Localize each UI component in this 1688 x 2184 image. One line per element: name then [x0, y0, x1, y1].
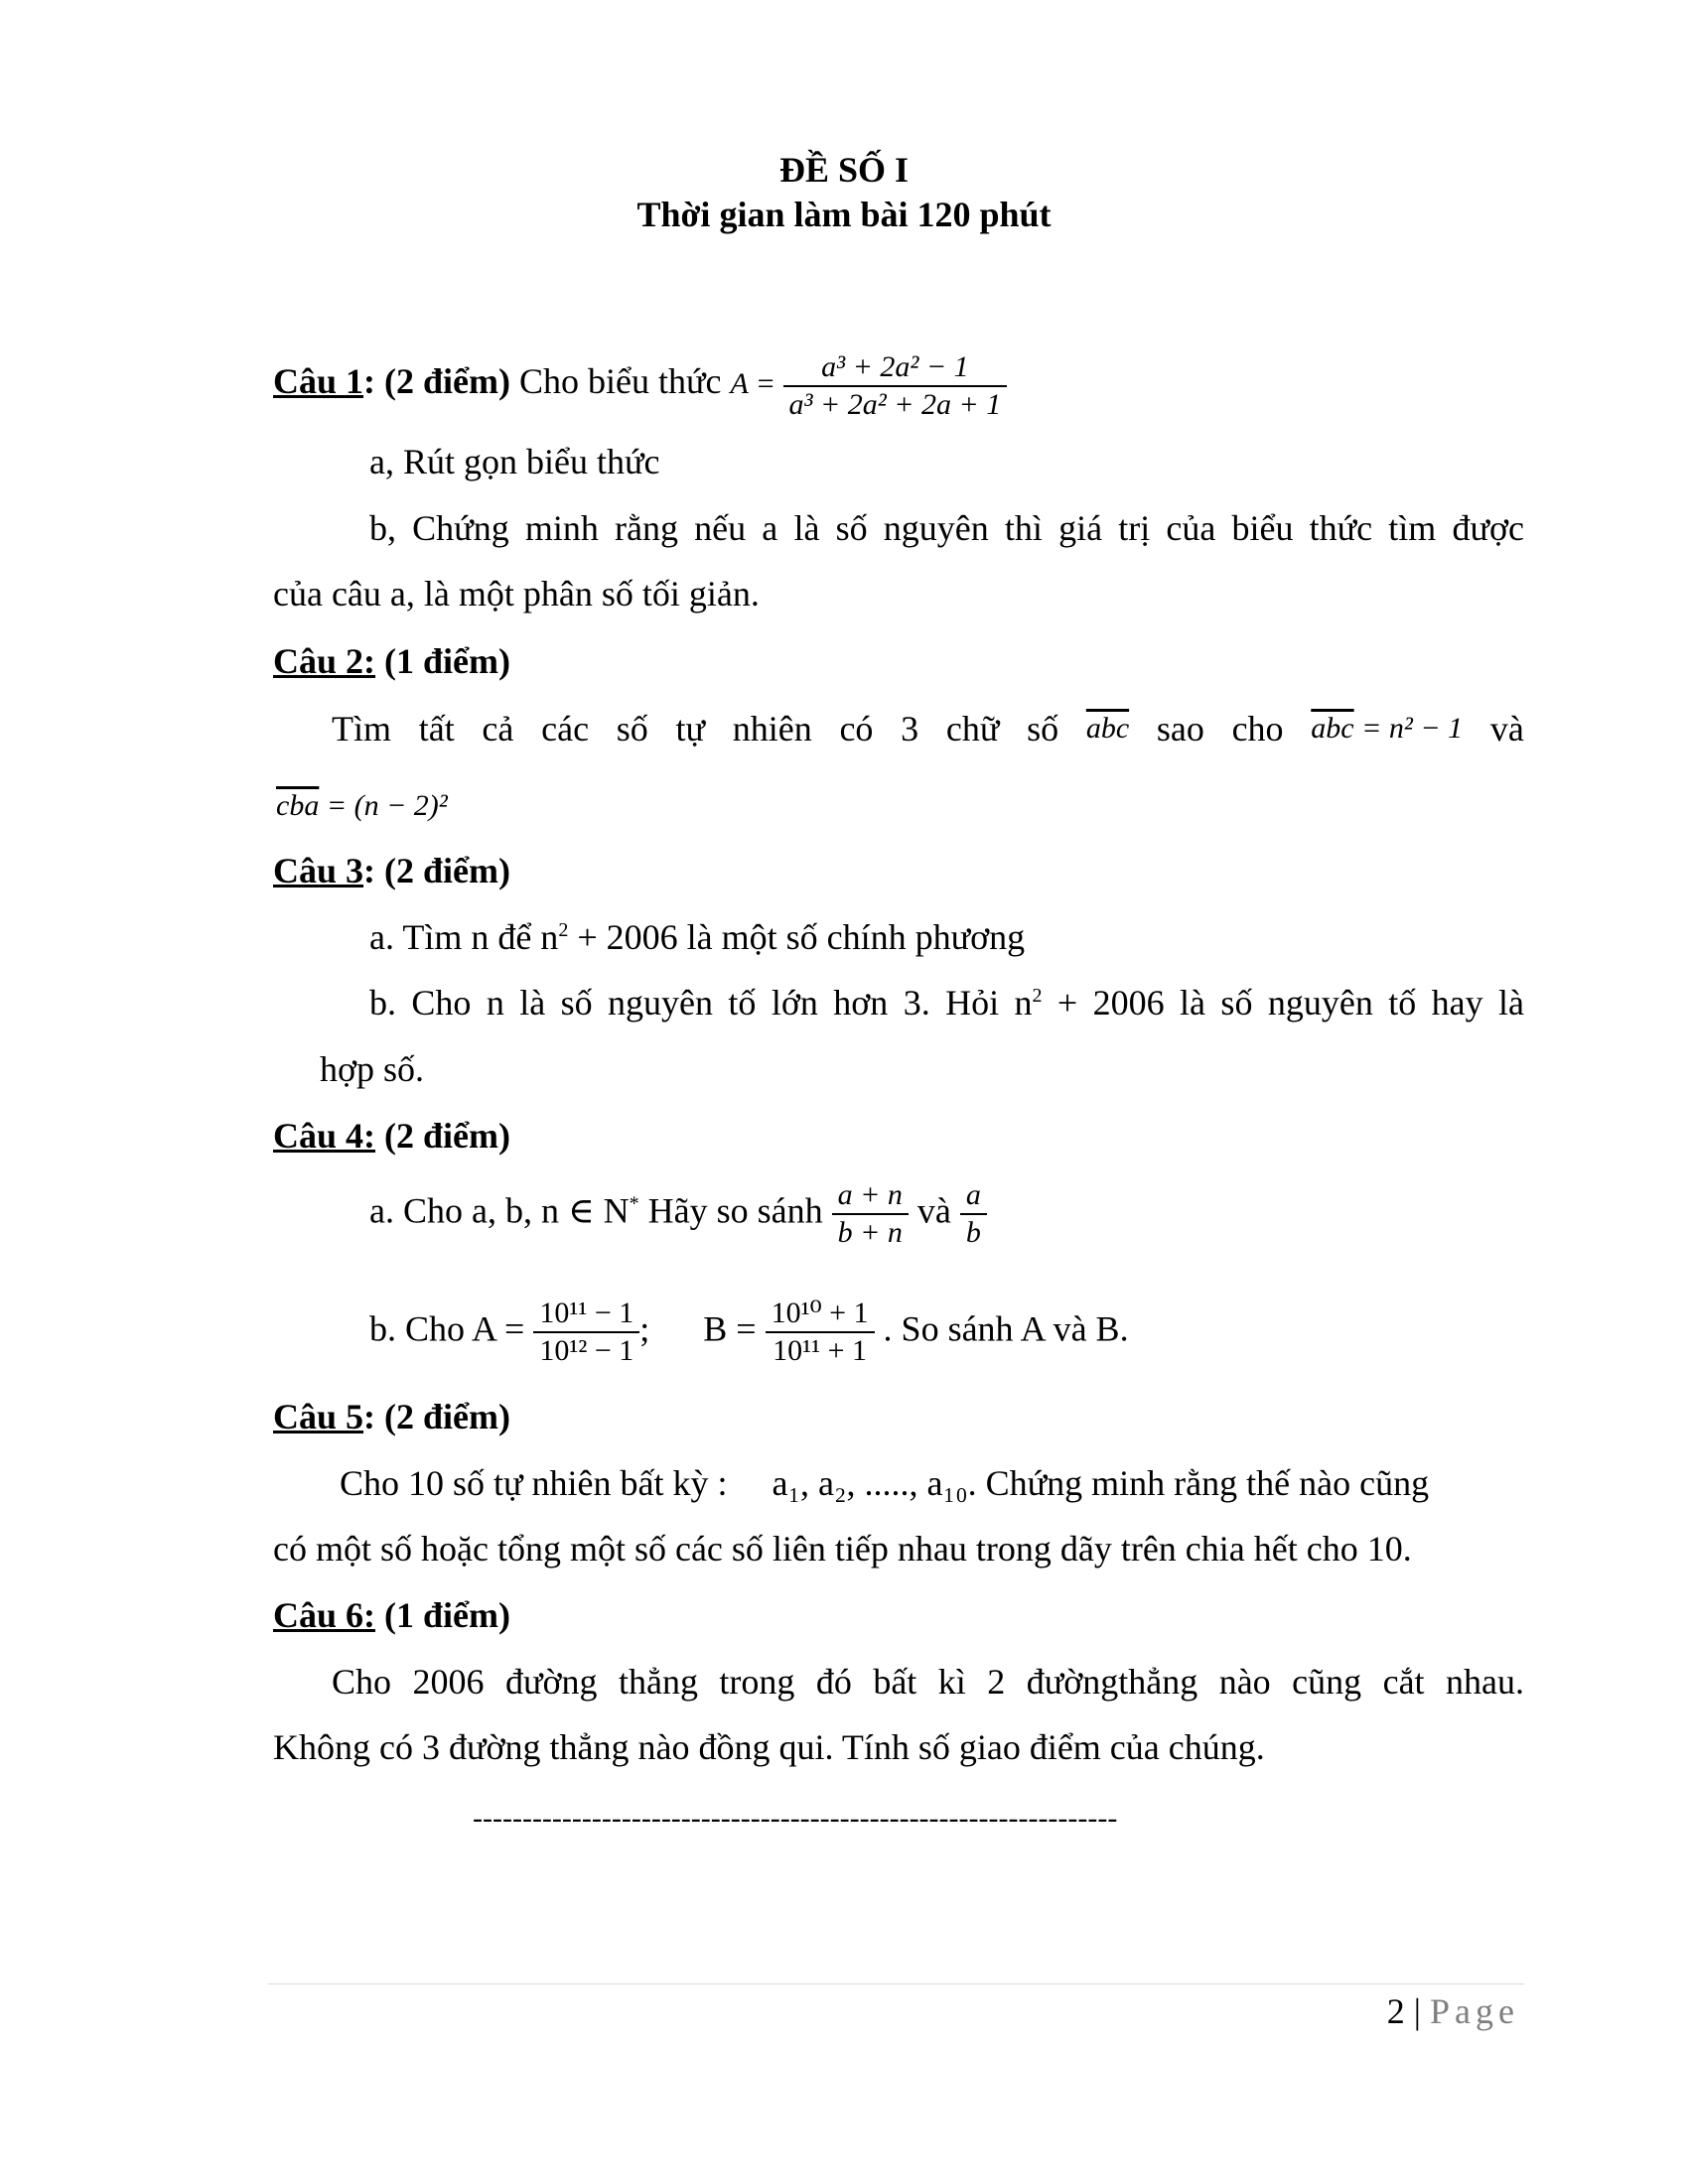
question-1-part-b-line2: của câu a, là một phân số tối giản. [273, 574, 760, 614]
formula-numerator: a³ + 2a² − 1 [783, 349, 1008, 387]
q3b-sup: 2 [1032, 985, 1043, 1007]
question-1-intro: Cho biểu thức [510, 360, 731, 401]
frac1-num: a + n [832, 1177, 909, 1215]
formula-denominator: a³ + 2a² + 2a + 1 [788, 388, 1002, 421]
question-3-heading [273, 849, 510, 892]
question-5-label: Câu 5 [273, 1397, 364, 1436]
q2-word: cả [482, 709, 514, 749]
question-4-label: Câu 4: [273, 1116, 376, 1156]
number-cba: $\overline{cba}$ [276, 789, 320, 822]
q4a-pre: a. Cho a, b, n ∈ N [369, 1190, 630, 1231]
q3a-pre: a. Tìm n để n [369, 917, 559, 957]
q2-word: chữ [945, 709, 1000, 749]
q2-word: có [839, 709, 874, 749]
q4a-sup: * [629, 1192, 639, 1215]
q2-word: $\overline{abc}$ [1085, 712, 1130, 745]
q2-word: cho [1231, 709, 1284, 749]
question-5-line1: Cho 10 số tự nhiên bất kỳ : a₁, a₂, ....., a₁₀. Chứng minh rằng thế nào cũng [340, 1463, 1430, 1503]
page-word: Page [1430, 1991, 1519, 2031]
q2-word: nhiên [732, 709, 812, 749]
question-1-label-group [273, 361, 510, 401]
fracA-num: 10¹¹ − 1 [533, 1296, 639, 1333]
question-3-part-a [369, 915, 1025, 959]
frac1-den: b + n [837, 1216, 903, 1249]
question-1-part-b-line1: b, Chứng minh rằng nếu a là số nguyên thì giá trị của biểu thức tìm được [369, 508, 1524, 548]
question-5-line2: có một số hoặc tổng một số các số liên tiếp nhau trong dãy trên chia hết cho 10. [273, 1529, 1412, 1569]
question-6-line2: Không có 3 đường thẳng nào đồng qui. Tính số giao điểm của chúng. [273, 1727, 1265, 1767]
frac2-num: a [960, 1177, 987, 1215]
q2-word: số [616, 709, 648, 749]
q4b-pre: b. Cho A = [369, 1308, 534, 1349]
question-6-line1: Cho 2006 đường thẳng trong đó bất kì 2 đườngthẳng nào cũng cắt nhau. [332, 1662, 1524, 1702]
question-1-part-a: a, Rút gọn biểu thức [369, 442, 660, 481]
question-2-line1 [332, 707, 1524, 751]
footer-divider: | [1404, 1991, 1431, 2031]
fraction-a-over-b [960, 1177, 987, 1251]
q2-word: tất [418, 709, 455, 749]
q2-word: sao [1156, 709, 1204, 749]
q2-word: 3 [901, 709, 919, 749]
question-5-heading [273, 1395, 510, 1438]
page-footer [1387, 1990, 1519, 2032]
q2-word: tự [675, 709, 706, 749]
q2-word: các [541, 709, 590, 749]
question-2-heading [273, 639, 510, 683]
question-2-points: (1 điểm) [375, 641, 510, 681]
question-6-points: (1 điểm) [375, 1595, 510, 1635]
question-1-formula [730, 350, 1007, 421]
question-4-points: (2 điểm) [375, 1116, 510, 1156]
question-6-label: Câu 6: [273, 1595, 376, 1635]
formula-lhs: A = [730, 366, 776, 400]
q2-word: Tìm [332, 709, 391, 749]
question-4-part-a [369, 1177, 987, 1251]
frac2-den: b [965, 1216, 981, 1249]
question-1-label: Câu 1 [273, 360, 364, 401]
question-2-equation: = (n − 2)² [319, 789, 448, 822]
exam-title: ĐỀ SỐ I [778, 150, 910, 190]
q3a-post: + 2006 là một số chính phương [568, 917, 1026, 957]
q2-word: số [1027, 709, 1059, 749]
question-6-heading [273, 1593, 510, 1637]
q3a-sup: 2 [558, 919, 569, 941]
q2-word: và [1489, 709, 1524, 749]
question-4-heading [273, 1114, 510, 1158]
question-1-points: : (2 điểm) [363, 360, 510, 401]
q3b-post: + 2006 là số nguyên tố hay là [1042, 983, 1525, 1023]
q3b-pre: b. Cho n là số nguyên tố lớn hơn 3. Hỏi n [369, 983, 1033, 1023]
q4a-mid: Hãy so sánh [638, 1190, 832, 1231]
exam-duration: Thời gian làm bài 120 phút [636, 195, 1052, 234]
q4a-and: và [908, 1190, 960, 1231]
question-3-points: : (2 điểm) [363, 851, 510, 890]
question-3-part-b-line2: hợp số. [320, 1049, 425, 1089]
footer-divider-line [268, 1983, 1524, 1984]
q4b-post: . So sánh A và B. [874, 1308, 1129, 1349]
q2-word: $\overline{abc} = n^2 - 1$ [1311, 712, 1464, 745]
page-number: 2 [1386, 1991, 1405, 2031]
question-4-part-b [369, 1296, 1129, 1369]
question-3-label: Câu 3 [273, 851, 364, 890]
question-3-part-b [369, 981, 1524, 1024]
end-separator: ----------------------------------------------------------------- [473, 1802, 1118, 1835]
question-2-line2 [276, 784, 448, 828]
fraction-A [533, 1296, 639, 1369]
fracB-num: 10¹⁰ + 1 [766, 1296, 875, 1333]
fracA-den: 10¹² − 1 [539, 1334, 634, 1367]
question-1-heading [273, 349, 1007, 423]
fraction-B [766, 1296, 875, 1369]
question-2-label: Câu 2: [273, 641, 376, 681]
question-5-points: : (2 điểm) [363, 1397, 510, 1436]
formula-fraction [783, 349, 1008, 423]
fraction-a-plus-n-over-b-plus-n [832, 1177, 909, 1251]
fracB-den: 10¹¹ + 1 [773, 1334, 868, 1367]
q4b-sep: ; B = [639, 1308, 766, 1349]
